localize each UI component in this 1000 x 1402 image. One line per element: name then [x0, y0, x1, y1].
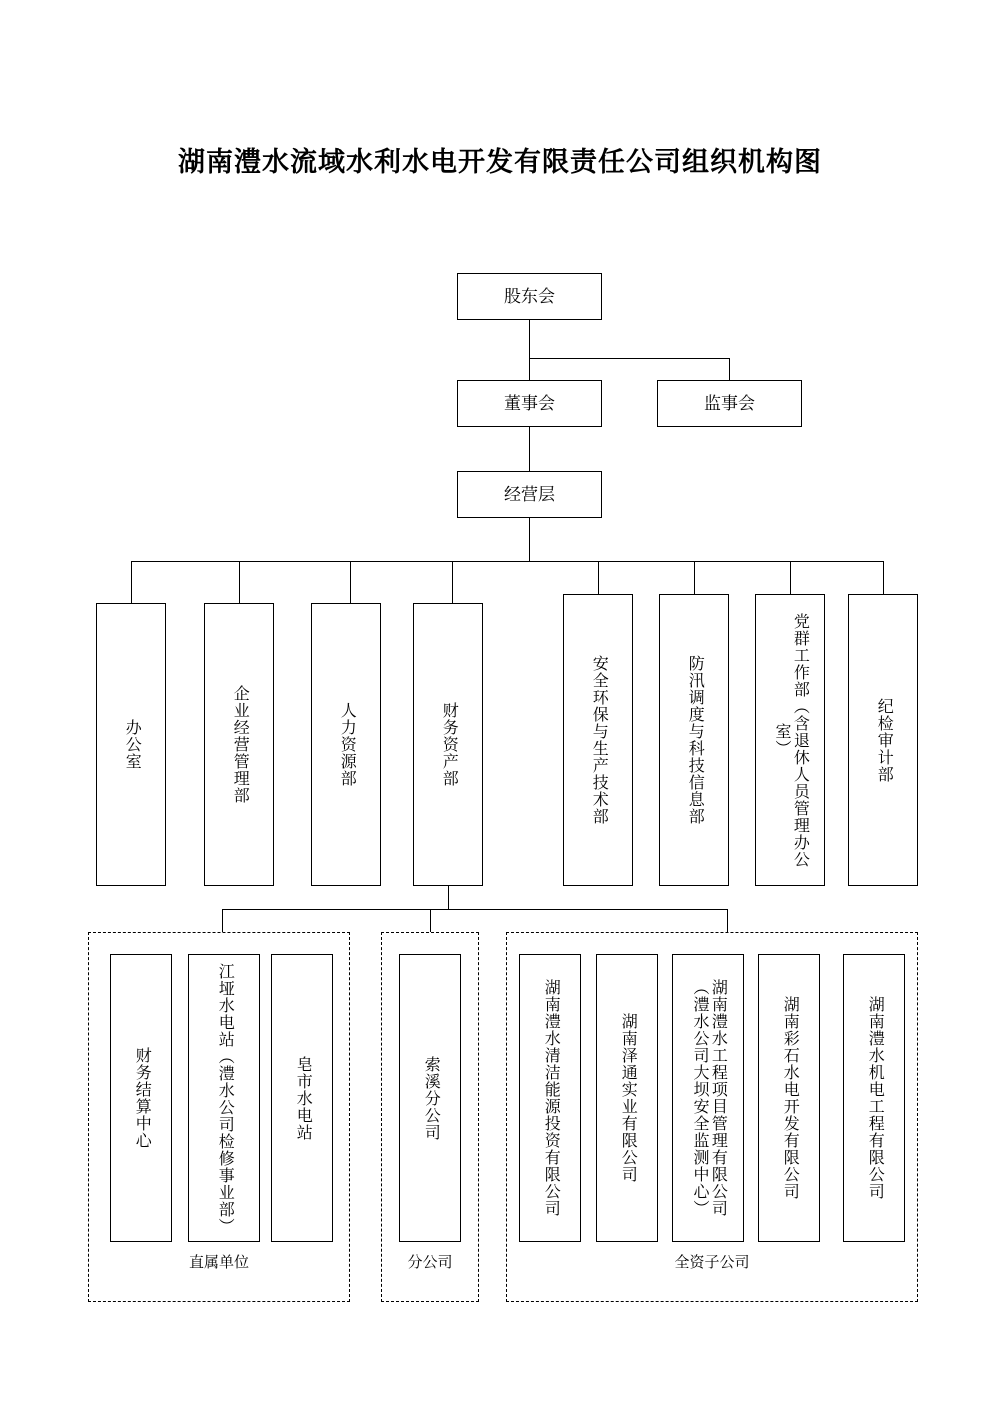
connector-supervisors-up [729, 358, 730, 380]
department-box-6 [659, 594, 729, 886]
department-box-1 [96, 603, 166, 886]
unit-box-1-3 [271, 954, 333, 1242]
department-label: 纪检审计部 [875, 697, 893, 783]
connector-shareholders-down [529, 320, 530, 358]
group-label-subsidiaries: 全资子公司 [674, 1255, 750, 1271]
connector-dept-drop-4 [452, 561, 453, 603]
unit-label: 湖南彩石水电开发有限公司 [781, 996, 799, 1200]
connector-board-management [529, 427, 530, 471]
department-box-3 [311, 603, 381, 886]
unit-label: 索溪分公司 [422, 1055, 440, 1141]
unit-box-3-3 [672, 954, 744, 1242]
connector-subsidiaries-bus [222, 909, 727, 910]
department-label: 安全环保与生产技术部 [590, 655, 608, 825]
unit-box-3-4 [758, 954, 820, 1242]
node-supervisors: 监事会 [657, 380, 802, 427]
connector-group1-up [222, 909, 223, 932]
department-box-5 [563, 594, 633, 886]
unit-box-3-2 [596, 954, 658, 1242]
connector-management-down [529, 518, 530, 561]
unit-box-1-1 [110, 954, 172, 1242]
unit-label: 湖南澧水清洁能源投资有限公司 [542, 979, 560, 1217]
unit-box-2-1 [399, 954, 461, 1242]
connector-dept-drop-1 [131, 561, 132, 603]
connector-dept-drop-3 [350, 561, 351, 603]
department-label: 企业经营管理部 [231, 685, 249, 804]
department-box-7 [755, 594, 825, 886]
department-box-2 [204, 603, 274, 886]
unit-label: 江垭水电站（澧水公司检修事业部） [216, 963, 234, 1235]
connector-level1-bus [529, 358, 730, 359]
group-label-branch: 分公司 [407, 1255, 453, 1271]
unit-label: 财务结算中心 [133, 1047, 151, 1149]
connector-group2-up [430, 909, 431, 932]
node-board: 董事会 [457, 380, 602, 427]
group-label-direct-units: 直属单位 [188, 1255, 249, 1271]
unit-label: 湖南泽通实业有限公司 [619, 1013, 637, 1183]
unit-box-3-5 [843, 954, 905, 1242]
unit-box-3-1 [519, 954, 581, 1242]
node-shareholders: 股东会 [457, 273, 602, 320]
department-label: 人力资源部 [338, 702, 356, 787]
department-box-8 [848, 594, 918, 886]
connector-subsidiaries-down [448, 886, 449, 909]
connector-board-up [529, 358, 530, 380]
unit-label: 湖南澧水机电工程有限公司 [866, 996, 884, 1200]
connector-dept-drop-2 [239, 561, 240, 603]
department-label: 防汛调度与科技信息部 [686, 655, 704, 825]
department-label: 办公室 [123, 719, 141, 770]
unit-box-1-2 [188, 954, 260, 1242]
unit-label: 湖南澧水工程项目管理有限公司（澧水公司大坝安全监测中心） [691, 979, 727, 1217]
connector-group3-up [727, 909, 728, 932]
unit-label: 皂市水电站 [294, 1055, 312, 1141]
node-management: 经营层 [457, 471, 602, 518]
connector-departments-bus [131, 561, 883, 562]
department-box-4 [413, 603, 483, 886]
page-title: 湖南澧水流域水利水电开发有限责任公司组织机构图 [178, 147, 822, 177]
department-label: 党群工作部（含退休人员管理办公室） [773, 612, 809, 868]
department-label: 财务资产部 [440, 702, 458, 787]
